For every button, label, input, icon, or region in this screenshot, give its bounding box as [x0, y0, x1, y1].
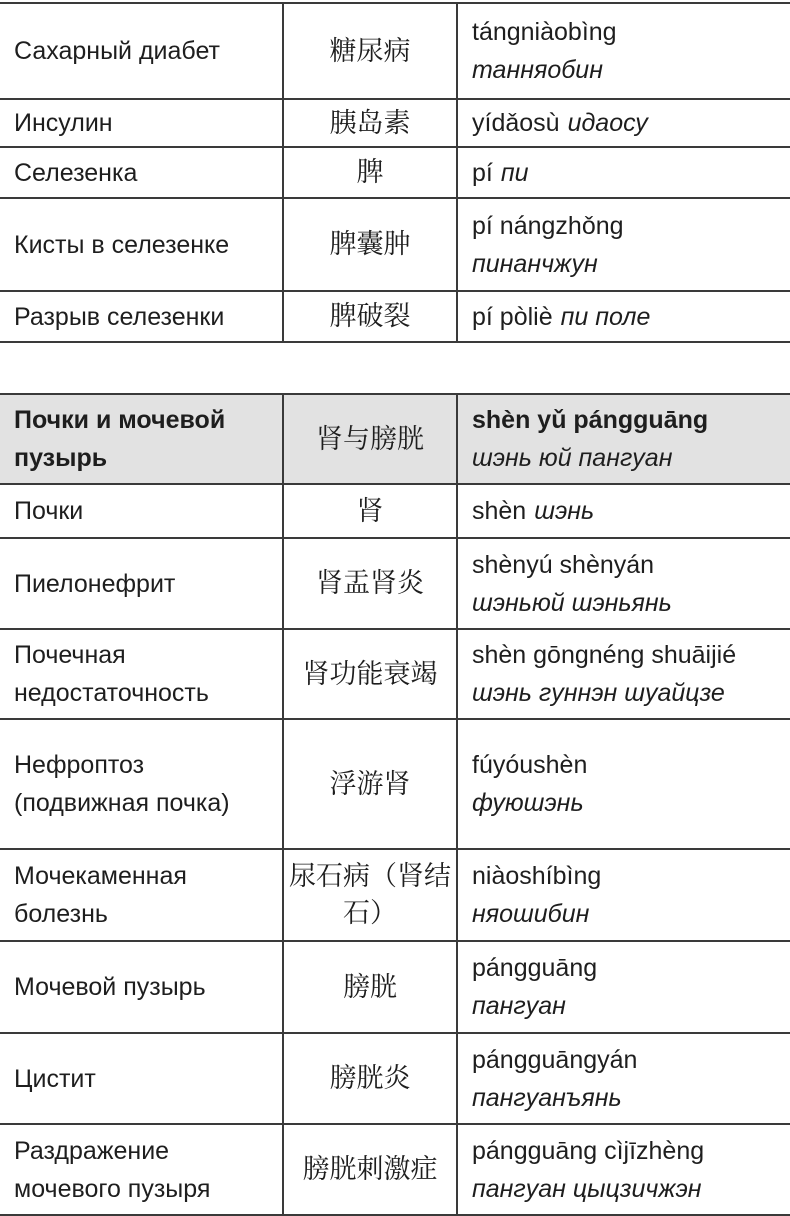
- russian-transcription: идаосу: [567, 109, 648, 137]
- russian-term: Кисты в селезенке: [0, 198, 283, 291]
- table-row: [0, 291, 790, 342]
- russian-transcription: пангуанъянь: [472, 1083, 622, 1112]
- chinese-term: 糖尿病: [283, 3, 457, 99]
- pinyin: niàoshíbìng: [472, 862, 602, 890]
- russian-term: Раздражение мочевого пузыря: [0, 1124, 283, 1215]
- russian-term: Разрыв селезенки: [0, 291, 283, 342]
- section-title-transcription: шэнь юй пангуан: [472, 444, 673, 472]
- russian-term: Селезенка: [0, 147, 283, 198]
- russian-term: Нефроптоз (подвижная почка): [0, 719, 283, 849]
- table-row: [0, 99, 790, 147]
- pinyin: pángguāng: [472, 954, 598, 982]
- table-row: [0, 198, 790, 291]
- pronunciation-cell: [457, 538, 790, 629]
- chinese-term: 肾盂肾炎: [283, 538, 457, 629]
- table-row: [0, 1124, 790, 1215]
- chinese-term: 膀胱刺激症: [283, 1124, 457, 1215]
- table-row: [0, 3, 790, 99]
- chinese-term: 肾: [283, 484, 457, 538]
- russian-transcription: фуюшэнь: [472, 789, 584, 817]
- pronunciation-cell: [457, 1124, 790, 1215]
- table-row: [0, 849, 790, 941]
- chinese-term: 膀胱炎: [283, 1033, 457, 1124]
- pinyin: pí pòliè: [472, 302, 553, 331]
- pronunciation-cell: [457, 629, 790, 719]
- russian-transcription: шэнь: [534, 497, 595, 525]
- section-title-russian: Почки и мочевой пузырь: [0, 394, 283, 484]
- chinese-term: 浮游肾: [283, 719, 457, 849]
- pronunciation-cell: [457, 291, 790, 342]
- chinese-term: 脾: [283, 147, 457, 198]
- russian-term: Почки: [0, 484, 283, 538]
- pronunciation-cell: [457, 1033, 790, 1124]
- russian-term: Мочекаменная болезнь: [0, 849, 283, 941]
- russian-transcription: пи поле: [560, 302, 651, 331]
- chinese-term: 膀胱: [283, 941, 457, 1033]
- russian-transcription: пангуан: [472, 992, 566, 1020]
- pinyin: pí nángzhǒng: [472, 211, 624, 240]
- pinyin: shèn: [472, 497, 527, 525]
- chinese-term: 脾囊肿: [283, 198, 457, 291]
- russian-term: Почечная недостаточность: [0, 629, 283, 719]
- section-title-pinyin: shèn yǔ pángguāng: [472, 406, 709, 434]
- pinyin: tángniàobìng: [472, 18, 617, 46]
- chinese-term: 肾功能衰竭: [283, 629, 457, 719]
- russian-transcription: пи: [500, 158, 529, 187]
- russian-term: Пиелонефрит: [0, 538, 283, 629]
- table-row: [0, 719, 790, 849]
- pinyin: pí: [472, 158, 493, 187]
- pronunciation-cell: [457, 484, 790, 538]
- table-row: [0, 538, 790, 629]
- pronunciation-cell: [457, 941, 790, 1033]
- russian-transcription: пинанчжун: [472, 249, 598, 278]
- russian-transcription: пангуан цыцзичжэн: [472, 1174, 702, 1203]
- chinese-term: 胰岛素: [283, 99, 457, 147]
- pronunciation-cell: [457, 849, 790, 941]
- table-row: [0, 941, 790, 1033]
- pinyin: fúyóushèn: [472, 751, 588, 779]
- pronunciation-cell: [457, 147, 790, 198]
- pronunciation-cell: [457, 719, 790, 849]
- russian-term: Мочевой пузырь: [0, 941, 283, 1033]
- section-header-row: [0, 394, 790, 484]
- pinyin: pángguāng cìjīzhèng: [472, 1136, 705, 1165]
- table-row: [0, 147, 790, 198]
- pinyin: pángguāngyán: [472, 1045, 638, 1074]
- russian-transcription: шэнь гуннэн шуайцзе: [472, 679, 725, 707]
- russian-term: Цистит: [0, 1033, 283, 1124]
- chinese-term: 尿石病（肾结石）: [283, 849, 457, 941]
- spleen-pancreas-vocabulary-table: [0, 2, 790, 343]
- table-row: [0, 484, 790, 538]
- pronunciation-cell: [457, 99, 790, 147]
- pronunciation-cell: [457, 3, 790, 99]
- russian-transcription: танняобин: [472, 56, 603, 84]
- kidney-bladder-vocabulary-table: [0, 393, 790, 1216]
- russian-term: Сахарный диабет: [0, 3, 283, 99]
- pinyin: shènyú shènyán: [472, 550, 655, 579]
- table-row: [0, 629, 790, 719]
- pinyin: shèn gōngnéng shuāijié: [472, 641, 737, 669]
- russian-transcription: шэньюй шэньянь: [472, 588, 672, 617]
- pronunciation-cell: [457, 198, 790, 291]
- pinyin: yídǎosù: [472, 109, 560, 137]
- russian-term: Инсулин: [0, 99, 283, 147]
- section-title-pronunciation: [457, 394, 790, 484]
- section-title-chinese: 肾与膀胱: [283, 394, 457, 484]
- table-row: [0, 1033, 790, 1124]
- chinese-term: 脾破裂: [283, 291, 457, 342]
- russian-transcription: няошибин: [472, 900, 590, 928]
